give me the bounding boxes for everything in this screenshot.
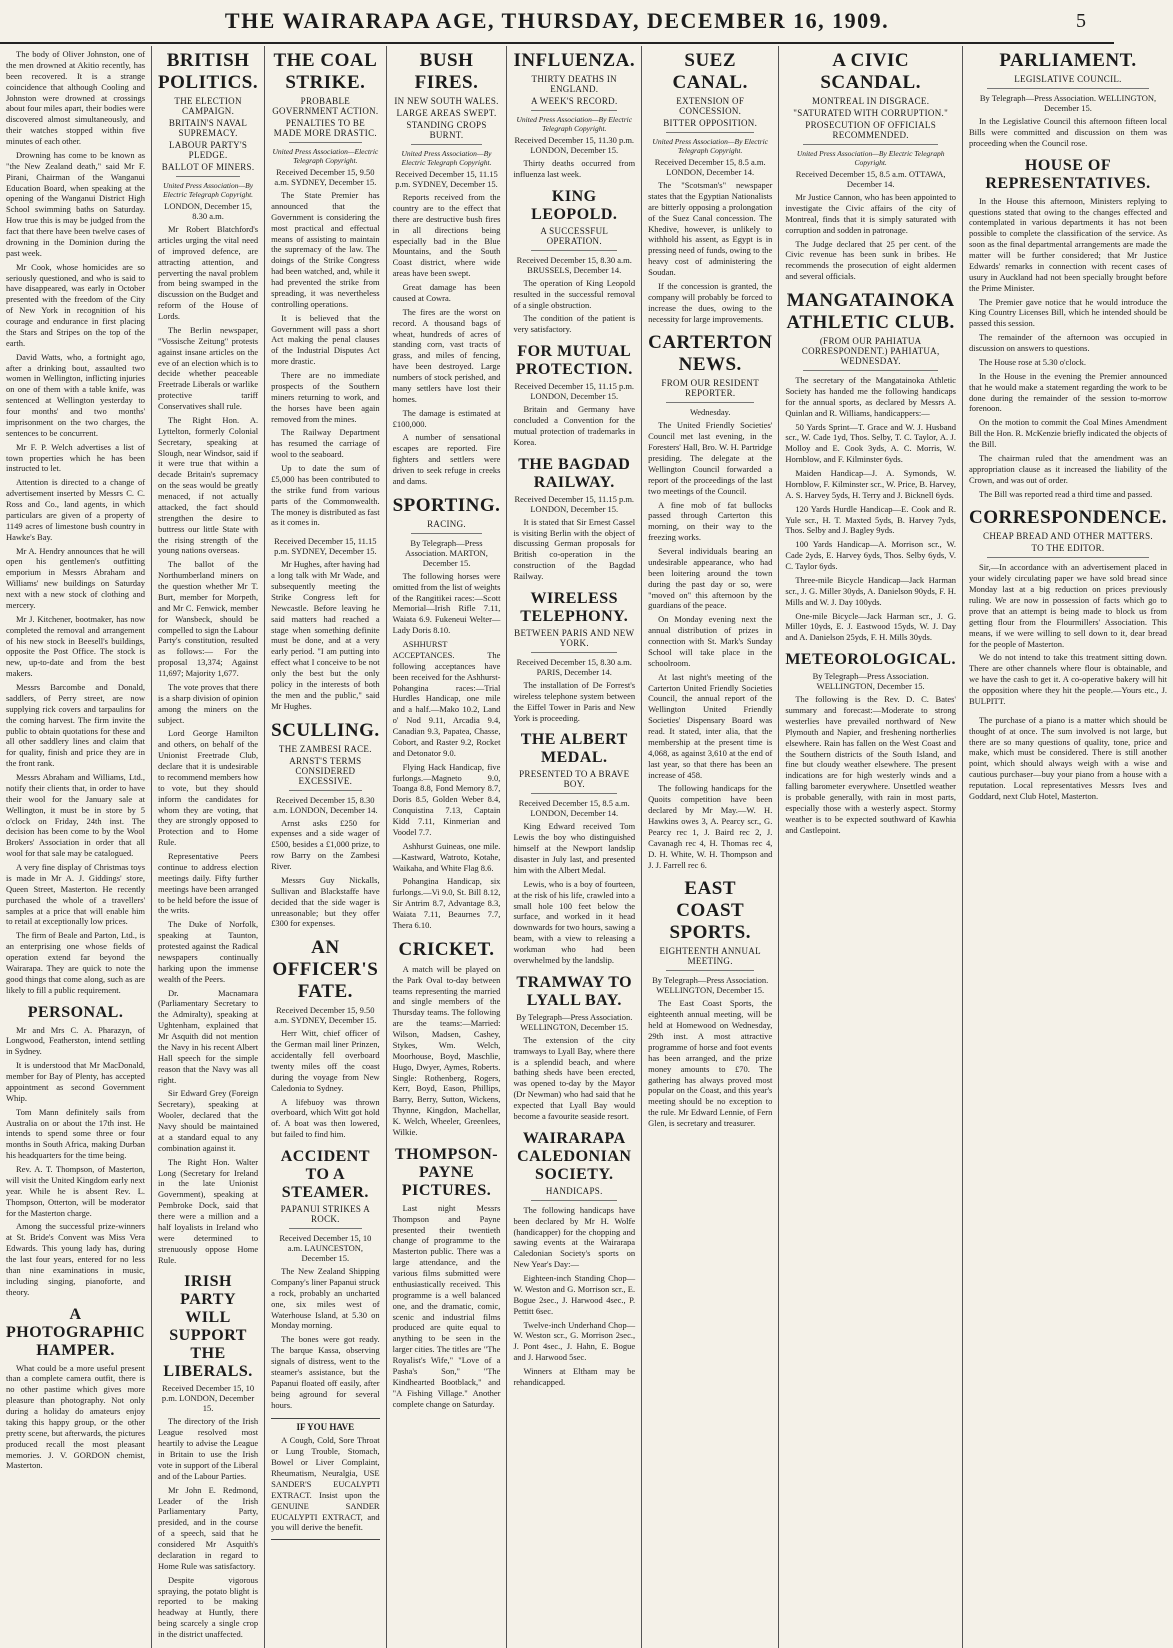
article-paragraph: A number of sensational escapes are reported. Fire fighters and settlers were driven to seek refuge in creeks and dams. xyxy=(392,432,501,486)
article-subheading: BALLOT OF MINERS. xyxy=(161,162,255,172)
article xyxy=(271,937,380,1140)
dateline: By Telegraph—Press Association. WELLINGTON, December 15. xyxy=(979,93,1157,113)
article-paragraph: A very fine display of Christmas toys is made in Mr A. J. Giddings' store, Queen Street, Masterton. He recently purchased the whole of a travellers' samples at a price that will enable him to retail at exceptionally low prices. xyxy=(6,862,146,927)
article-headline: THE COAL STRIKE. xyxy=(273,50,378,93)
divider xyxy=(803,370,938,371)
article xyxy=(648,878,772,1129)
article-paragraph: King Edward received Tom Lewis the boy who distinguished himself at the Newport landslip disaster in July last, and presented him with the Albert Medal. xyxy=(513,821,636,875)
article-subheading: EIGHTEENTH ANNUAL MEETING. xyxy=(659,946,761,967)
dateline: Wednesday. xyxy=(689,407,731,418)
article-paragraph: Britain and Germany have concluded a Convention for the mutual protection of trademarks in Korea. xyxy=(513,404,636,447)
dateline: By Telegraph—Press Association. WELLINGTON, December 15. xyxy=(652,975,769,996)
article-paragraph: The chairman ruled that the amendment was an appropriation clause as it increased the liability of the Crown, and was out of order. xyxy=(968,452,1168,485)
article-paragraph: Eighteen-inch Standing Chop—W. Weston and G. Morrison scr., E. Bogue 2sec., J. Harwood 4sec., P. Pettitt 6sec. xyxy=(513,1273,636,1316)
article-subheading: STANDING CROPS BURNT. xyxy=(406,120,487,140)
article xyxy=(969,507,1167,706)
article-headline: METEOROLOGICAL. xyxy=(785,651,956,669)
dateline: Received December 15, 10 p.m. LONDON, December 15. xyxy=(161,1383,255,1414)
article-paragraph: The Premier gave notice that he would introduce the King Country Licenses Bill, which he intended should be passed this session. xyxy=(968,296,1168,329)
article xyxy=(393,1146,501,1410)
divider xyxy=(176,176,240,177)
article-paragraph: Great damage has been caused at Cowra. xyxy=(392,282,501,303)
article-paragraph: Rev. A. T. Thompson, of Masterton, will visit the United Kingdom early next year. While he is absent Rev. L. Thompson, Otterton, will be moderator for the Masterton charge. xyxy=(6,1164,146,1218)
article-paragraph: Despite vigorous spraying, the potato blight is reported to be making headway at Huntly, there being scarcely a single crop in the district unaffected. xyxy=(158,1574,259,1639)
article-paragraph: A match will be played on the Park Oval to-day between teams representing the married and single members of the Thursday teams. The following are the teams:—Married: Wilson, Madsen, Cashey, Stykes, Wm. Welch, Moorhouse, Boyd, Maschlie, Hugo, Dwyer, Aymes, Roberts. Single: Rothenberg, Rogers, Kerr, Boyd, Eason, Phillips, Barry, Berry, Sutton, Wickens, Thynne, Kingdon, Machellar, K. Welch, Wheeler, Greenlees, Wilkie. xyxy=(392,963,501,1137)
article-paragraph: The Railway Department has resumed the carriage of wool to the seaboard. xyxy=(271,427,380,460)
article-headline: TRAMWAY TO LYALL BAY. xyxy=(516,973,633,1009)
dateline: By Telegraph—Press Association. WELLINGTON, December 15. xyxy=(812,671,929,692)
article-headline: SPORTING. xyxy=(392,494,501,516)
dateline: LONDON, December 15, 8.30 a.m. xyxy=(164,201,252,221)
article xyxy=(271,720,380,930)
article xyxy=(969,157,1167,500)
article-subheading: ARNST'S TERMS CONSIDERED EXCESSIVE. xyxy=(289,755,362,786)
article-paragraph: The House rose at 5.30 o'clock. xyxy=(978,356,1087,367)
article-paragraph: The Bill was reported read a third time and passed. xyxy=(978,488,1153,499)
article-paragraph: Tom Mann definitely sails from Australia on or about the 17th inst. He intends to spend some three or four months in South Africa, making Durban his headquarters for the time being. xyxy=(6,1106,146,1161)
column-2 xyxy=(152,46,265,1648)
article-headline: IF YOU HAVE xyxy=(296,1422,355,1433)
wire-credit: United Press Association—Electric Telegraph Copyright. xyxy=(272,147,379,165)
article-subheading: EXTENSION OF CONCESSION. xyxy=(676,96,745,116)
article-paragraph: At last night's meeting of the Carterton United Friendly Societies Council, the annual report of the Wellington United Friendly Societies' Dispensary Board was read. It stated, inter alia, that the membership at the present time is 4,068, as against 3,610 at the end of last year, so that there has been an increase of 458. xyxy=(648,671,773,780)
article-headline: CORRESPONDENCE. xyxy=(968,507,1168,529)
article xyxy=(969,715,1167,802)
article-headline: WAIRARAPA CALEDONIAN SOCIETY. xyxy=(517,1129,632,1183)
article-paragraph: 50 Yards Sprint—T. Grace and W. J. Husband scr., W. Cade 1yd, Thos. Selby, T. C. Taylor, A. J. Molloy and E. Cook 3yds, A. C. Morris, W. Hornblow, and F. Kilminster 6yds. xyxy=(785,421,956,465)
article-paragraph: There are no immediate prospects of the Southern miners returning to work, and the horses have been again removed from the mines. xyxy=(271,370,380,424)
dateline: By Telegraph—Press Association. WELLINGTON, December 15. xyxy=(516,1011,633,1032)
article-paragraph: What could be a more useful present than a complete camera outfit, there is no other pastime which gives more pleasure than photography. Not only during a holiday do amateurs enjoy taking this happy group, or the other pretty scene, but afterwards, the pictures produced recall the most pleasant memories. J. V. GORDON chemist, Masterton. xyxy=(6,1362,146,1471)
article xyxy=(513,1130,635,1388)
wire-credit: United Press Association—By Electric Telegraph Copyright. xyxy=(516,115,633,133)
article-paragraph: We do not intend to take this treatment sitting down. There are other channels where flour is obtainable, and we have the cash to get it. A co-operative bakery will hit the opposition where they hit the people.—Yours etc., J. BULPITT. xyxy=(968,652,1168,706)
article-headline: IRISH PARTY WILL SUPPORT THE LIBERALS. xyxy=(163,1273,253,1381)
article-headline: THOMPSON-PAYNE PICTURES. xyxy=(394,1145,499,1199)
article-paragraph: The extension of the city tramways to Lyall Bay, where there is a splendid beach, and where bathing sheds have been erected, was opened to-day by the Mayor (Dr Newman) who had said that he expected that Lyall Bay would become a favourite seaside resort. xyxy=(513,1034,636,1121)
article-paragraph: Last night Messrs Thompson and Payne presented their twentieth change of programme to the Masterton public. There was a large attendance, and the various films submitted were enthusiastically received. This programme is a well balanced one, and the dramatic, comic, scenic and industrial films produced are quite equal to anything to be seen in the larger cities. The titles are "The Royalist's Wife," "Love of a Pasha's Son," "The Kindhearted Bootblack," and "A Fishing Village." Another complete change on Saturday. xyxy=(392,1202,501,1409)
article-subheading: PAPANUI STRIKES A ROCK. xyxy=(280,1204,371,1224)
article-subheading: A SUCCESSFUL OPERATION. xyxy=(540,225,609,246)
article-paragraph: One-mile Bicycle—Jack Harman scr., J. G. Miller 10yds, E. J. Eastwood 15yds, W. J. Day and A. Danielson 25yds, F. H. Mills 30yds. xyxy=(785,610,956,643)
article-paragraph: The firm of Beale and Parton, Ltd., is an enterprising one whose fields of operation extend far beyond the Wairarapa. They are quick to note the good things that come along, such as are likely to fill a public requirement. xyxy=(6,930,146,995)
article xyxy=(513,50,635,180)
article-headline: SCULLING. xyxy=(271,719,380,741)
article-paragraph: Three-mile Bicycle Handicap—Jack Harman scr., J. G. Miller 30yds, A. Danielson 90yds, F. H. Mills and W. J. Day 100yds. xyxy=(785,574,956,607)
article-subheading: HANDICAPS. xyxy=(545,1185,603,1196)
dateline: Received December 15, 8.30 a.m. LONDON, December 14. xyxy=(273,794,378,815)
article-paragraph: A fine mob of fat bullocks passed through Carterton this morning, on their way to the freezing works. xyxy=(648,499,773,543)
article-paragraph: Sir,—In accordance with an advertisement placed in your widely circulating paper we have sold bread since Monday last at a big reduction on prices previously ruling. We are now in possession of facts which go to prove that an attempt is being made to block us from getting flour from the Flourmillers' Association. This means, if we were willing to sell down to it, dear bread for the people of Masterton. xyxy=(968,562,1168,649)
article-headline: EAST COAST SPORTS. xyxy=(669,878,751,944)
article xyxy=(785,651,956,835)
article-paragraph: The purchase of a piano is a matter which should be thought of at once. The sum involved is not large, but there are so many questions of quality, tone, price and make, which must be considered. There is still another point, which should always weigh with a wise and cautious purchaser—buy your piano from a house with a reputation. Local representatives Messrs Ives and Goddard, next Club Hotel, Masterton. xyxy=(968,714,1168,801)
article-paragraph: Winners at Eltham may be rehandicapped. xyxy=(513,1366,636,1387)
wire-credit: United Press Association—By Electric Telegraph Copyright. xyxy=(401,149,492,167)
column-4 xyxy=(387,46,508,1648)
article-headline: SUEZ CANAL. xyxy=(672,50,748,93)
article-paragraph: 120 Yards Hurdle Handicap—E. Cook and R. Yule scr., H. T. Maxted 5yds, B. Harvey 7yds, Thos. Selby and J. Bagley 9yds. xyxy=(785,503,956,536)
article-paragraph: Mr Cook, whose homicides are so seriously questioned, and who is said to have disappeared, was early in October presented with the freedom of the City of New York in recognition of his courage and endurance in first placing the Stars and Stripes on the top of the earth. xyxy=(6,261,146,348)
article-subheading: PENALTIES TO BE MADE MORE DRASTIC. xyxy=(273,118,377,138)
article-paragraph: Mr John E. Redmond, Leader of the Irish Parliamentary Party, presided, and in the course of a speech, said that he considered Mr Asquith's declaration in regard to Home Rule was satisfactory. xyxy=(158,1484,259,1571)
article xyxy=(271,1148,380,1410)
article-headline: CRICKET. xyxy=(398,938,495,960)
article-paragraph: It is stated that Sir Ernest Cassel is visiting Berlin with the object of discussing German proposals for British co-operation in the construction of the Bagdad Railway. xyxy=(513,516,636,581)
divider xyxy=(666,402,754,403)
divider xyxy=(411,533,483,534)
article-paragraph: Messrs Guy Nickalls, Sullivan and Blackstaffe have decided that the side wager is unreasonable; but they offer £300 for expenses. xyxy=(271,874,380,929)
column-7 xyxy=(779,46,963,1648)
column-3 xyxy=(265,46,387,1648)
divider xyxy=(289,1228,362,1229)
article-paragraph: The remainder of the afternoon was occupied in discussion on answers to questions. xyxy=(968,332,1168,353)
article xyxy=(6,49,145,996)
article xyxy=(785,50,956,282)
article-paragraph: If the concession is granted, the company will probably be forced to increase the dues, owing to the necessity for large improvements. xyxy=(648,280,773,324)
article-paragraph: The following handicaps for the Quoits competition have been declared by Mr May.—W. H. Hawkins owes 3, A. Pearcy scr., G. Pearcy rec 1, J. Baird rec 2, J. Cavanagh rec 4, H. Thomas rec 4, D. H. White, W. H. Thompson and J. J. Farrell rec 6. xyxy=(648,783,773,870)
article-paragraph: The "Scotsman's" newspaper states that the Egyptian Nationalists are bitterly opposing a prolongation of the Suez Canal concession. The Khedive, however, is unlikely to withhold his assent, as Egypt is in pressing need of funds, owing to the heavy cost of administering the Soudan. xyxy=(648,180,773,277)
article-paragraph: Mr and Mrs C. A. Pharazyn, of Longwood, Featherston, intend settling in Sydney. xyxy=(6,1024,146,1057)
article-paragraph: In the House this afternoon, Ministers replying to questions stated that owing to the changes effected and contemplated in various departments it has not been possible to complete the classification of the service. As soon as the final departmental arrangements are made the matter will be further considered; that Mr Justice Edwards' remarks in connection with recent cases of usury in Auckland had not been specially brought before the Prime Minister. xyxy=(968,195,1168,293)
article-paragraph: The body of Oliver Johnston, one of the men drowned at Akitio recently, has been recovered. It is a strange coincidence that although Cooling and Johnston were drowned at crossings about four miles apart, their bodies were discovered almost simultaneously, and their watches stopped within five minutes of each other. xyxy=(6,49,146,146)
article-subheading: LEGISLATIVE COUNCIL. xyxy=(1014,74,1122,84)
article-paragraph: Arnst asks £250 for expenses and a side wager of £500, besides a £1,000 prize, to row Barry on the Zambesi River. xyxy=(271,817,380,871)
dateline: Received December 15, 8.5 a.m. OTTAWA, December 14. xyxy=(795,169,946,189)
article-subheading: THE ELECTION CAMPAIGN. xyxy=(174,96,242,116)
dateline: Received December 15, 10 a.m. LAUNCESTON, December 15. xyxy=(279,1233,372,1263)
article-headline: PERSONAL. xyxy=(27,1003,124,1021)
article-paragraph: The installation of De Forrest's wireless telephone system between the Eiffel Tower in Paris and New York is proceeding. xyxy=(513,679,636,723)
article-paragraph: Messrs Barcombe and Donald, saddlers, of Perry street, are now supplying rick covers and tarpaulins for the coming harvest. The firm invite the public to obtain quotations for these and all other saddlery lines and claim that for quality, finish and price they are in the front rank. xyxy=(6,682,146,769)
article-subheading: PRESENTED TO A BRAVE BOY. xyxy=(519,769,630,790)
article-headline: FOR MUTUAL PROTECTION. xyxy=(515,343,633,379)
article-paragraph: The Judge declared that 25 per cent. of the Civic revenue has been sunk in bribes. He recommends the prosecution of eight aldermen and several officials. xyxy=(785,238,956,282)
dateline: Received December 15, 9.50 a.m. SYDNEY, December 15. xyxy=(274,167,377,187)
article-paragraph: The East Coast Sports, the eighteenth annual meeting, will be held at Homewood on Wednesday, 29th inst. A most attractive programme of horse and foot events has been arranged, and the prize money amounts to £70. The gathering has always proved most popular on the Coast, and this year's meeting should be no exception to the rule. Mr Edward Lennie, of Fern Glen, is secretary and treasurer. xyxy=(648,998,773,1128)
column-6 xyxy=(642,46,779,1648)
article-paragraph: Lord George Hamilton and others, on behalf of the Unionist Freetrade Club, declare that it is undesirable to recommend members how to vote, but they should inform the candidates for whom they are voting, that they are strongly opposed to Protection and to Home Rule. xyxy=(158,728,259,848)
article-paragraph: The condition of the patient is very satisfactory. xyxy=(513,313,636,335)
article-headline: HOUSE OF REPRESENTATIVES. xyxy=(985,156,1151,192)
article-paragraph: The New Zealand Shipping Company's liner Papanui struck a rock, probably an uncharted one, six miles west of Waterhouse Island, at 5.30 on Monday morning. xyxy=(271,1266,380,1331)
article-paragraph: A Cough, Cold, Sore Throat or Lung Trouble, Stomach, Bowel or Liver Complaint, Rheumatism, Neuralgia, USE SANDER'S EUCALYPTI EXTRACT. Insist upon the GENUINE SANDER EUCALYPTI EXTRACT, and you will derive the benefit. xyxy=(271,1435,380,1533)
wire-credit: United Press Association—By Electric Telegraph Copyright. xyxy=(652,137,769,155)
article-subheading: BITTER OPPOSITION. xyxy=(663,118,758,128)
article xyxy=(648,332,772,870)
divider xyxy=(531,110,617,111)
article-paragraph: Mr A. Hendry announces that he will open his gentlemen's outfitting emporium in Messrs Abraham and Williams' new buildings on Saturday next with a new stock of clothing and mercery. xyxy=(6,545,146,610)
article-paragraph: The Right Hon. A. Lyttelton, formerly Colonial Secretary, speaking at Slough, near Windsor, said if it were true that within a decade Britain's supremacy on the seas would be greatly menaced, if not actually attacked, the fact should strengthen the desire to buttress our little State with the rising strength of the young nations overseas. xyxy=(158,414,259,556)
article-subheading: A WEEK'S RECORD. xyxy=(531,96,618,106)
column-8 xyxy=(963,46,1173,1648)
columns-container xyxy=(0,46,1168,1639)
article-headline: BUSH FIRES. xyxy=(414,50,479,93)
article-paragraph: Pohangina Handicap, six furlongs.—Vi 9.0, St. Bill 8.12, Sir Antrim 8.7, Advantage 8.3, Waiata 7.11, Beaurnes 7.7, Thera 6.10. xyxy=(392,876,501,930)
wire-credit: United Press Association—By Electric Telegraph Copyright. xyxy=(796,149,945,167)
article xyxy=(271,50,380,528)
dateline: Received December 15, 11.15 p.m. SYDNEY, December 15. xyxy=(274,536,377,557)
masthead xyxy=(0,0,1114,44)
article-paragraph: David Watts, who, a fortnight ago, after a drinking bout, assaulted two women in Wellington, inflicting injuries on one of them with a table knife, was sentenced at Wellington yesterday to four months' and two months' imprisonment on the two charges, the sentences to be concurrent. xyxy=(6,351,146,438)
article-paragraph: ASHHURST ACCEPTANCES. The following acceptances have been received for the Ashhurst-Pohangina races:—Trial Hurdles Handicap, one mile and a half.—Mako 10.2, Land o' Nod 9.11, Arcadia 9.4, Canadian 9.3, Papatea, Chasse, Cobort, and Raster 9.2, Rocket and Detonator 9.0. xyxy=(392,639,501,758)
dateline: Received December 15, 11.15 p.m. LONDON, December 15. xyxy=(514,381,635,402)
dateline: Received December 15, 8.30 a.m. PARIS, December 14. xyxy=(516,656,632,677)
article-headline: BRITISH POLITICS. xyxy=(158,50,259,93)
article xyxy=(969,50,1167,149)
article-paragraph: The Duke of Norfolk, speaking at Taunton, protested against the Radical newspapers continually harking upon the immense wealth of the Peers. xyxy=(158,919,259,984)
article xyxy=(271,536,380,711)
article-paragraph: The secretary of the Mangatainoka Athletic Society has handed me the following handicaps for the annual sports, as declared by Messrs A. Quinlan and R. Williams, handicappers:— xyxy=(785,375,956,418)
dateline: Received December 15, 8.30 a.m. BRUSSELS, December 14. xyxy=(516,254,632,275)
article-paragraph: The following is the Rev. D. C. Bates' summary and forecast:—Moderate to strong westerlies have prevailed northward of New Plymouth and Napier, and freshening northerlies elsewhere. Rain has fallen on the West Coast and the Southern districts of the South Island, and fine but cloudy weather elsewhere. The present indications are for high westerly winds and a falling barometer everywhere. Unsettled weather is probable generally, with rain in most parts, especially those with a westerly aspect. Stormy weather is to be expected southward of Kawhia and Castlepoint. xyxy=(785,694,956,835)
article-headline: KING LEOPOLD. xyxy=(531,187,618,223)
article-headline: PARLIAMENT. xyxy=(999,50,1137,71)
article-subheading: PROBABLE GOVERNMENT ACTION. xyxy=(272,96,379,116)
newspaper-title: THE WAIRARAPA AGE, THURSDAY, DECEMBER 16, 1909. xyxy=(224,8,890,33)
dateline: Received December 15, 9.50 a.m. SYDNEY, December 15. xyxy=(274,1005,377,1026)
article-paragraph: On Monday evening next the annual distribution of prizes in connection with St. Mark's Sunday School will take place in the schoolroom. xyxy=(648,614,773,668)
article-paragraph: Mr Justice Cannon, who has been appointed to investigate the Civic affairs of the city of Montreal, finds that it is simply saturated with corruption and sodden in patronage. xyxy=(785,192,956,235)
article-subheading: PROSECUTION OF OFFICIALS RECOMMENDED. xyxy=(805,120,937,140)
page-number: 5 xyxy=(1076,10,1086,32)
article xyxy=(393,50,501,487)
article-paragraph: Sir Edward Grey (Foreign Secretary), speaking at Wooler, declared that the Navy should be maintained at a standard equal to any combination against it. xyxy=(158,1088,259,1153)
article-paragraph: Among the successful prize-winners at St. Bride's Convent was Miss Vera Edwards. This young lady has, during the last four years, entered for no less than nine examinations in music, including singing, pianoforte, and theory. xyxy=(6,1221,146,1297)
article-paragraph: Dr. Macnamara (Parliamentary Secretary to the Admiralty), speaking at Ughtenham, explained that Mr Asquith did not mention the Navy in his recent Albert Hall speech for the simple reason that the Navy was all right. xyxy=(158,987,259,1085)
divider xyxy=(531,1200,617,1201)
divider xyxy=(987,557,1149,558)
article-paragraph: Lewis, who is a boy of fourteen, at the risk of his life, crawled into a small hole 100 feet below the surface, and worked in it head downwards for two hours, sawing a beam, with a view to releasing a workman who had been overwhelmed by the landslip. xyxy=(513,878,636,965)
article-subheading: MONTREAL IN DISGRACE. xyxy=(812,96,930,106)
article-paragraph: The fires are the worst on record. A thousand bags of wheat, hundreds of acres of standing corn, vast tracts of grass, and miles of fencing, have been destroyed. Large numbers of stock perished, and many settlers have lost their homes. xyxy=(392,306,501,404)
article-subheading: BETWEEN PARIS AND NEW YORK. xyxy=(514,627,635,648)
dateline: By Telegraph—Press Association. MARTON, December 15. xyxy=(405,537,488,568)
article xyxy=(513,456,635,582)
article xyxy=(513,188,635,335)
dateline: Received December 15, 8.5 a.m. LONDON, December 14. xyxy=(654,157,766,177)
article-subheading: (FROM OUR PAHIATUA CORRESPONDENT.) PAHIATUA, WEDNESDAY. xyxy=(801,336,940,366)
article-paragraph: The vote proves that there is a sharp division of opinion among the miners on the subject. xyxy=(158,681,259,725)
article-subheading: LABOUR PARTY'S PLEDGE. xyxy=(168,140,248,160)
divider xyxy=(666,132,754,133)
article-subheading: "SATURATED WITH CORRUPTION." xyxy=(793,108,949,118)
divider xyxy=(666,970,754,971)
article-subheading: THIRTY DEATHS IN ENGLAND. xyxy=(531,74,617,94)
article-paragraph: Flying Hack Handicap, five furlongs.—Magneto 9.0, Toanga 8.8, Fond Memory 8.7, Doris 8.5, Golden Weber 8.4, Conquistina 7.13, Captain Kidd 7.11, Kinmerian and Voodel 7.7. xyxy=(392,761,501,837)
article-paragraph: Thirty deaths occurred from influenza last week. xyxy=(513,158,636,179)
article-headline: A PHOTOGRAPHIC HAMPER. xyxy=(6,1305,146,1359)
article-subheading: CHEAP BREAD AND OTHER MATTERS. xyxy=(983,531,1153,542)
article-paragraph: Mr Hughes, after having had a long talk with Mr Wade, and subsequently meeting the Strike Congress left for Newcastle. Before leaving he said matters had reached a stage when something definite must be done, and at a very early period. "I am putting into effect what I conceive to be not only the best but the only policy in the interests of both the men and the public," said Mr Hughes. xyxy=(271,559,380,711)
article-paragraph: The directory of the Irish League resolved most heartily to advise the League in Britain to use the Irish vote in support of the Liberal and of the Labour Parties. xyxy=(158,1416,259,1481)
article-subheading: LARGE AREAS SWEPT. xyxy=(396,108,497,118)
divider xyxy=(289,142,362,143)
article-paragraph: 100 Yards Handicap—A. Morrison scr., W. Cade 2yds, E. Harvey 6yds, Thos. Selby 6yds, V. C. Taylor 6yds. xyxy=(785,539,956,571)
article xyxy=(6,1004,145,1298)
dateline: Received December 15, 11.30 p.m. LONDON, December 15. xyxy=(514,135,635,155)
dateline: Received December 15, 11.15 p.m. SYDNEY, December 15. xyxy=(395,169,498,189)
article-paragraph: The operation of King Leopold resulted in the successful removal of a single obstruction. xyxy=(513,277,636,310)
article-paragraph: The following horses were omitted from the list of weights of the Rangitikei races:—Scott Memorial—Irish Rifle 7.11, Waiata 6.9. Fukeneui Welter—Lady Doris 8.10. xyxy=(392,570,501,636)
divider xyxy=(411,144,483,145)
article-headline: CARTERTON NEWS. xyxy=(648,332,773,376)
article-paragraph: On the motion to commit the Coal Mines Amendment Bill the Hon. R. McKenzie briefly indicated the objects of the Bill. xyxy=(968,417,1168,449)
article-paragraph: The following handicaps have been declared by Mr H. Wolfe (handicapper) for the chopping and sawing events at the Wairarapa Caledonian Society's sports on New Year's Day:— xyxy=(513,1204,636,1270)
divider xyxy=(531,652,617,653)
article xyxy=(158,1273,258,1640)
column-5 xyxy=(507,46,642,1648)
article-paragraph: The State Premier has announced that the Government is considering the most practical and effectual means of assisting to maintain the supremacy of the law. The doings of the Strike Congress had been watched, and, while it had prevented the strike from spreading, it was nevertheless controlling operations. xyxy=(271,190,380,309)
article-subheading: RACING. xyxy=(427,518,466,529)
article-headline: THE ALBERT MEDAL. xyxy=(520,731,628,767)
article-subheading: IN NEW SOUTH WALES. xyxy=(394,96,499,106)
article xyxy=(513,590,635,724)
article-paragraph: The damage is estimated at £100,000. xyxy=(392,407,501,429)
article-headline: A CIVIC SCANDAL. xyxy=(820,50,921,93)
article-paragraph: A lifebuoy was thrown overboard, which Witt got hold of. A boat was then lowered, but failed to find him. xyxy=(271,1096,380,1140)
column-1 xyxy=(0,46,152,1648)
article-paragraph: In the House in the evening the Premier announced that he would make a statement regarding the work to be done during the remainder of the session to-morrow forenoon. xyxy=(968,370,1168,414)
article-paragraph: Ashhurst Guineas, one mile.—Kastward, Watroto, Kotahe, Waikaha, and White Flag 8.6. xyxy=(392,840,501,873)
article-paragraph: Herr Witt, chief officer of the German mail liner Prinzen, accidentally fell overboard twenty miles off the coast during the voyage from New Caledonia to Sydney. xyxy=(271,1028,380,1093)
article-paragraph: It is understood that Mr MacDonald, member for Bay of Plenty, has accepted appointment as second Government Whip. xyxy=(6,1060,146,1103)
article-subheading: THE ZAMBESI RACE. xyxy=(278,743,372,754)
article xyxy=(393,495,501,931)
article-paragraph: Several individuals bearing an undesirable appearance, who had been loitering around the town during the past day or so, were "moved on" this afternoon by the guardians of the peace. xyxy=(648,546,773,611)
dateline: Received December 15, 11.15 p.m. LONDON, December 15. xyxy=(514,493,635,514)
article-paragraph: Drowning has come to be known as "the New Zealand death," said Mr F. Pirani, Chairman of the Wanganui Education Board, when speaking at the opening of the Wanganui District High School swimming baths on Saturday. How true this is may be judged from the fact that there have been twelve cases of drowning in the Dominion during the past week. xyxy=(6,149,146,258)
article xyxy=(513,343,635,448)
article xyxy=(513,974,635,1122)
article-paragraph: Representative Peers continue to address election meetings daily. Fifty further meetings have been arranged to be held before the issue of the writs. xyxy=(158,851,259,916)
article xyxy=(158,50,258,1265)
article-subheading: TO THE EDITOR. xyxy=(1031,543,1105,554)
article-subheading: FROM OUR RESIDENT REPORTER. xyxy=(661,378,760,399)
article-headline: INFLUENZA. xyxy=(513,50,636,71)
article-headline: ACCIDENT TO A STEAMER. xyxy=(280,1148,371,1201)
advertisement xyxy=(271,1418,380,1540)
divider xyxy=(531,250,617,251)
divider xyxy=(987,88,1149,89)
article xyxy=(785,290,956,643)
article-paragraph: Attention is directed to a change of advertisement inserted by Messrs C. C. Ross and Co., land agents, in which particulars are given of a property of 1149 acres of limestone bush country in Hawke's Bay. xyxy=(6,477,146,542)
divider xyxy=(531,793,617,794)
article-paragraph: Mr Robert Blatchford's articles urging the vital need of improved defence, are attracting attention, and perverting the naval problem from being swamped in the discussion on the Budget and reform of the House of Lords. xyxy=(158,224,259,321)
article-headline: AN OFFICER'S FATE. xyxy=(272,937,379,1003)
article-paragraph: Up to date the sum of £5,000 has been contributed to the strike fund from various parts of the Commonwealth. The money is distributed as fast as it comes in. xyxy=(271,463,380,528)
article-headline: MANGATAINOKA ATHLETIC CLUB. xyxy=(786,290,955,333)
divider xyxy=(289,790,362,791)
article-paragraph: Reports received from the country are to the effect that there are destructive bush fires in all directions being especially bad in the Blue Mountains, and the South Coast district, where wide areas have been swept. xyxy=(392,192,501,279)
article-headline: THE BAGDAD RAILWAY. xyxy=(518,455,631,491)
article xyxy=(393,939,501,1138)
article-paragraph: Mr J. Kitchener, bootmaker, has now completed the removal and arrangement of his new stock in Beesell's buildings, opposite the Post Office. The stock is new, up-to-date and from the best makers. xyxy=(6,613,146,679)
dateline: Received December 15, 8.5 a.m. LONDON, December 14. xyxy=(518,798,630,819)
article-paragraph: The Berlin newspaper, "Vossische Zeitung" protests against insane articles on the eve of an election which is to decide whether peaceable Freetrade Liberals or warlike protective tariff Conservatives shall rule. xyxy=(158,324,259,411)
wire-credit: United Press Association—By Electric Telegraph Copyright. xyxy=(163,181,254,199)
article-paragraph: The United Friendly Societies' Council met last evening, in the Foresters' Hall, Bro. W. H. Partridge presiding. The delegate at the Wellington Council forwarded a report of the proceedings of the last two meetings of the Council. xyxy=(648,420,773,496)
article xyxy=(648,50,772,324)
article-paragraph: Mr F. P. Welch advertises a list of town properties which he has been instructed to let. xyxy=(6,441,146,474)
article-paragraph: It is believed that the Government will pass a short Act making the penal clauses of the Industrial Disputes Act more drastic. xyxy=(271,312,380,367)
article-paragraph: Messrs Abraham and Williams, Ltd., notify their clients that, in order to have their wool for the January sale at Wellington, it must be in store by 5 o'clock on Friday, 24th inst. The decision has been come to by the Wool Brokers' Association in order that all wool for that sale may be catalogued. xyxy=(6,772,146,859)
article xyxy=(6,1306,145,1472)
article-paragraph: The bones were got ready. The barque Kassa, observing signals of distress, went to the steamer's assistance, but the Papanui floated off easily, after being aground for several hours. xyxy=(271,1334,380,1410)
article-paragraph: In the Legislative Council this afternoon fifteen local Bills were committed and discussion on them was proceeding when the Council rose. xyxy=(968,116,1168,148)
divider xyxy=(803,144,938,145)
article-subheading: BRITAIN'S NAVAL SUPREMACY. xyxy=(168,118,248,138)
article-paragraph: The Right Hon. Walter Long (Secretary for Ireland in the late Unionist Government), speaking at Pembroke Dock, said that there were a million and a half loyalists in Ireland who were determined to strenuously oppose Home Rule. xyxy=(158,1156,259,1265)
article-paragraph: Twelve-inch Underhand Chop—W. Weston scr., G. Morrison 2sec., J. Pont 4sec., J. Hahn, E. Bogue and J. Harwood 5sec. xyxy=(513,1319,636,1363)
article-paragraph: Maiden Handicap—J. A. Symonds, W. Hornblow, F. Kilminster scr., W. Price, B. Harvey, A. S. Harvey 5yds, H. Terry and J. Bicknell 6yds. xyxy=(785,468,956,500)
article-headline: WIRELESS TELEPHONY. xyxy=(520,589,629,625)
article xyxy=(513,731,635,965)
article-paragraph: The ballot of the Northumberland miners on the question whether Mr T. Burt, member for Morpeth, and Mr C. Fenwick, member for Wansbeck, should be compelled to sign the Labour Party's constitution, resulted as follows:— For the proposal 13,374; Against 11,697; Majority 1,677. xyxy=(158,559,259,678)
